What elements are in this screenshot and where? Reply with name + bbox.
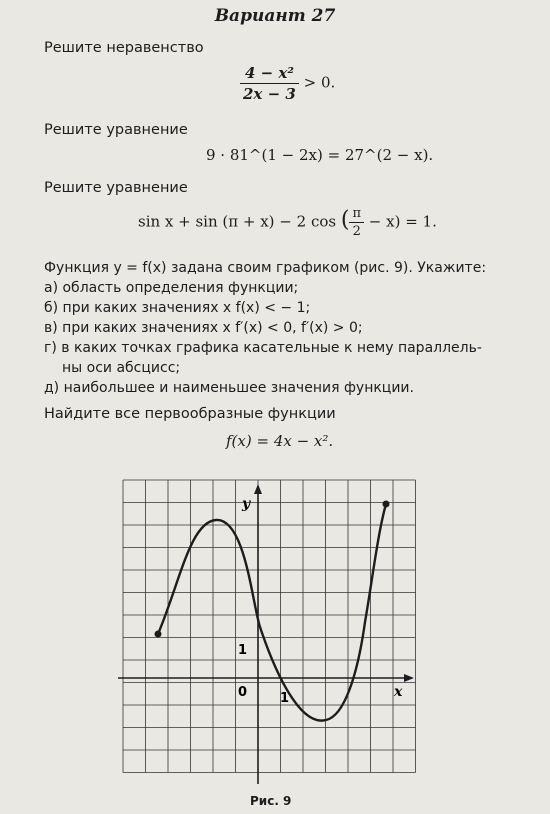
- task1-relation: > 0.: [303, 73, 336, 92]
- task1-denominator: 2x − 3: [243, 85, 296, 103]
- task2-equation: 9 · 81^(1 − 2x) = 27^(2 − x).: [206, 146, 434, 164]
- task1-numerator: 4 − x²: [240, 64, 299, 84]
- task3-prompt: Решите уравнение: [44, 180, 188, 196]
- x-tick-1: 1: [280, 691, 290, 706]
- y-tick-1: 1: [238, 643, 248, 658]
- task3-frac-num: π: [349, 206, 364, 223]
- task4-block: [44, 258, 534, 398]
- function-curve: [158, 504, 386, 721]
- curve-right-endpoint: [383, 501, 390, 508]
- task5-prompt: Найдите все первообразные функции: [44, 406, 336, 422]
- x-axis-label: x: [394, 684, 403, 700]
- task3-equation-left: sin x + sin (π + x) − 2 cos: [138, 212, 337, 231]
- function-graph: [110, 472, 430, 792]
- task3-equation: sin x + sin (π + x) − 2 cos ( $\frac{\pi}{2}$ − x) = 1.: [138, 206, 437, 239]
- origin-label: 0: [238, 685, 248, 700]
- x-axis: [118, 674, 414, 682]
- task4-item-c: в) при каких значениях x f′(x) < 0, f′(x) > 0;: [44, 320, 363, 336]
- figure-caption: Рис. 9: [250, 794, 292, 808]
- task4-item-d: г) в каких точках графика касательные к нему параллель-: [44, 340, 482, 356]
- task4-item-a: а) область определения функции;: [44, 280, 299, 296]
- y-axis: [254, 484, 262, 784]
- task4-item-d-cont: ны оси абсцисс;: [62, 360, 181, 376]
- task4-item-b: б) при каких значениях x f(x) < − 1;: [44, 300, 311, 316]
- graph-grid: [123, 480, 416, 773]
- variant-title: Вариант 27: [214, 6, 336, 26]
- task1-prompt: Решите неравенство: [44, 40, 204, 56]
- task1-inequality: [240, 64, 335, 103]
- task4-intro: Функция y = f(x) задана своим графиком (рис. 9). Укажите:: [44, 260, 487, 276]
- x-axis-arrow: [404, 674, 414, 682]
- curve-left-endpoint: [155, 631, 162, 638]
- task3-equation-right: − x) = 1.: [368, 212, 437, 231]
- task2-prompt: Решите уравнение: [44, 122, 188, 138]
- task5-equation: f(x) = 4x − x².: [226, 432, 334, 450]
- y-axis-label: y: [242, 496, 251, 512]
- y-axis-arrow: [254, 484, 262, 494]
- task3-frac-den: 2: [352, 224, 361, 239]
- task4-item-e: д) наибольшее и наименьшее значения функции.: [44, 380, 414, 396]
